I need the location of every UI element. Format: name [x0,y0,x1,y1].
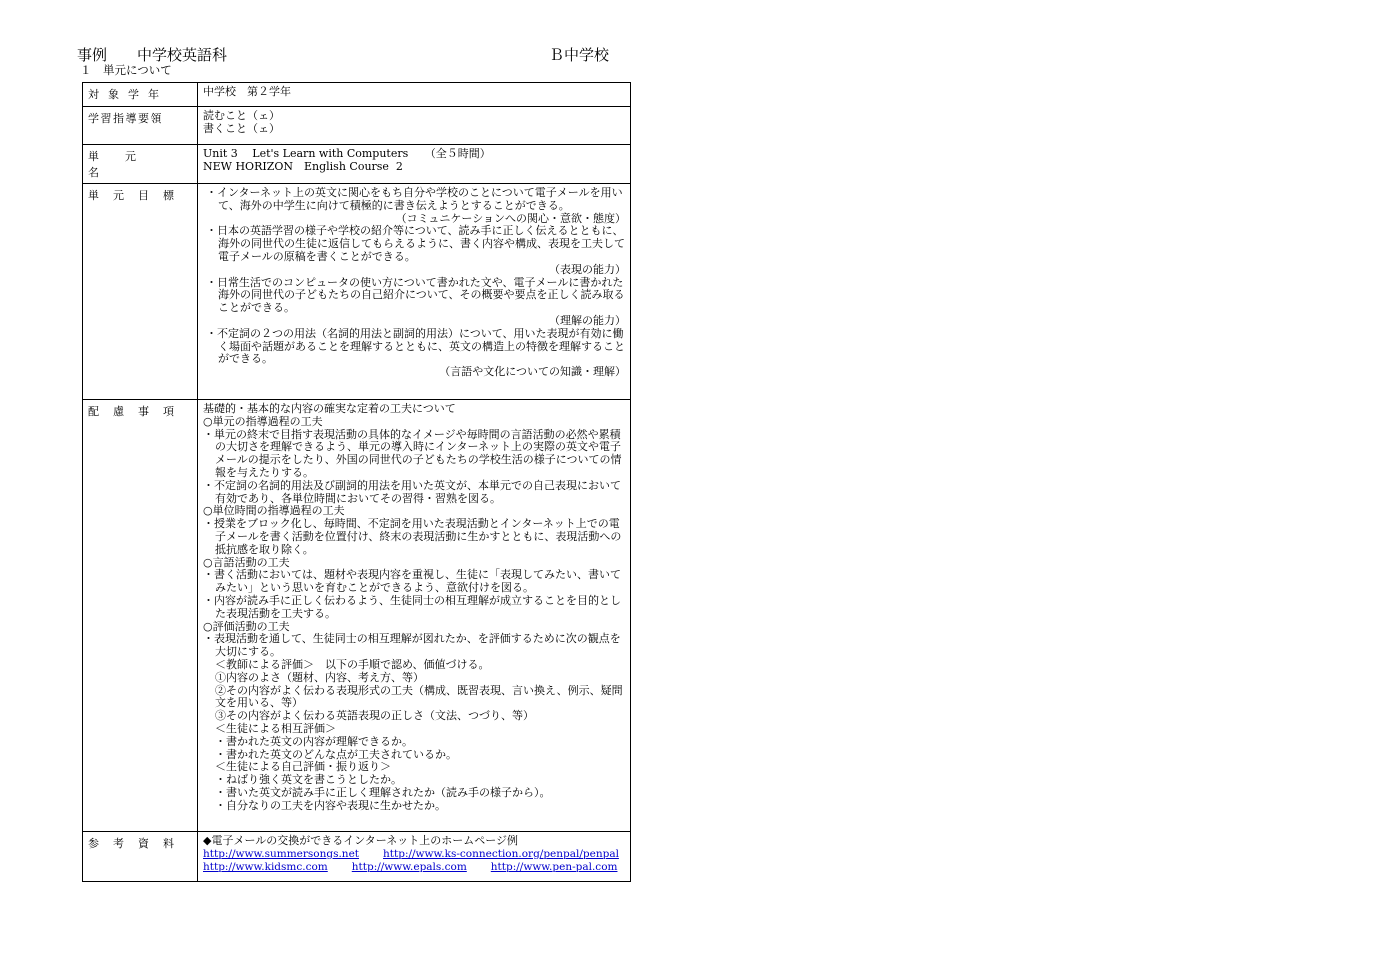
label-considerations: 配慮事項 [83,400,198,832]
consideration-line: ・不定詞の名詞的用法及び副詞的用法を用いた英文が、本単元での自己表現において有効であり、各単位時間においてその習得・習熟を図る。 [203,478,621,505]
goal-item: ・日本の英語学習の様子や学校の紹介等について、読み手に正しく伝えるとともに、海外の同世代の生徒に返信してもらえるように、書く内容や構成、表現を工夫して電子メールの原稿を書くことができる。 [206,224,625,263]
link-ks-connection[interactable]: http://www.ks-connection.org/penpal/penpal [383,847,619,860]
label-goals: 単元目標 [83,184,198,400]
consideration-line: ＜生徒による自己評価・振り返り＞ [215,760,391,774]
consideration-line: ・書く活動においては、題材や表現内容を重視し、生徒に「表現してみたい、書いてみたい」という思いを育むことができるよう、意欲付けを図る。 [203,568,621,595]
consideration-line: ○単元の指導過程の工夫 [203,414,323,428]
links-row [203,848,625,861]
table-row-unit [83,145,631,184]
consideration-line: ②その内容がよく伝わる表現形式の工夫（構成、既習表現、言い換え、例示、疑問文を用いる、等） [215,683,623,710]
links-row [203,861,625,874]
textbook-name: NEW HORIZON English Course 2 [203,159,403,173]
consideration-line: ・単元の終末で目指す表現活動の具体的なイメージや毎時間の言語活動の必然や累積の大切さを理解できるよう、単元の導入時にインターネット上の実際の英文や電子メールの提示をしたり、外国の同世代の子どもたちの学校生活の様子についての情報を与えたりする。 [203,427,622,479]
table-row-goals [83,184,631,400]
link-summersongs[interactable]: http://www.summersongs.net [203,847,360,860]
consideration-line: ①内容のよさ（題材、内容、考え方、等） [215,670,424,684]
references-heading: ◆電子メールの交換ができるインターネット上のホームページ例 [203,834,519,847]
value-unit [198,145,631,184]
consideration-line: ＜教師による評価＞ 以下の手順で認め、価値づける。 [215,657,490,671]
consideration-line: ・授業をブロック化し、毎時間、不定詞を用いた表現活動とインターネット上での電子メールを書く活動を位置付け、終末の表現活動に生かすとともに、表現活動への抵抗感を取り除く。 [203,517,622,556]
page-title: 事例 中学校英語科 [77,46,228,64]
guidance-line: 読むこと（ェ） [203,109,280,122]
goal-tag: （コミュニケーションへの関心・意欲・態度） [395,211,626,225]
consideration-line: ・書かれた英文のどんな点が工夫されているか。 [215,747,457,761]
unit-plan-table [82,82,631,882]
guidance-line: 書くこと（ェ） [203,121,280,135]
label-grade: 対象学年 [83,83,198,107]
link-kidsmc[interactable]: http://www.kidsmc.com [203,860,328,873]
consideration-line: ＜生徒による相互評価＞ [215,721,336,735]
link-epals[interactable]: http://www.epals.com [351,860,467,873]
table-row-considerations [83,400,631,832]
school-name: Ｂ中学校 [549,46,610,64]
goal-tag: （理解の能力） [549,313,626,327]
consideration-line: ・書かれた英文の内容が理解できるか。 [215,734,413,748]
consideration-line: ○言語活動の工夫 [203,555,290,569]
consideration-line: ○単位時間の指導過程の工夫 [203,504,345,518]
consideration-line: ③その内容がよく伝わる英語表現の正しさ（文法、つづり、等） [215,709,534,723]
consideration-line: ・内容が読み手に正しく伝わるよう、生徒同士の相互理解が成立することを目的とした表現活動を工夫する。 [203,593,621,620]
link-pen-pal[interactable]: http://www.pen-pal.com [490,860,618,873]
label-references: 参考資料 [83,832,198,882]
section-heading: １ 単元について [80,63,172,77]
consideration-line: 基礎的・基本的な内容の確実な定着の工夫について [203,402,456,415]
value-goals [198,184,631,400]
label-unit: 単元名 [83,145,198,184]
table-row-references [83,832,631,882]
table-row-guidance [83,107,631,145]
unit-title: Unit 3 Let's Learn with Computers （全５時間） [203,147,491,160]
table-row-grade [83,83,631,107]
consideration-line: ○評価活動の工夫 [203,619,290,633]
consideration-line: ・ねばり強く英文を書こうとしたか。 [215,773,402,787]
goal-tag: （表現の能力） [549,262,626,276]
value-guidance [198,107,631,145]
goal-tag: （言語や文化についての知識・理解） [439,365,626,379]
consideration-line: ・書いた英文が読み手に正しく理解されたか（読み手の様子から）。 [215,785,551,799]
value-considerations [198,400,631,832]
goal-item: ・インターネット上の英文に関心をもち自分や学校のことについて電子メールを用いて、海外の中学生に向けて積極的に書き伝えようとすることができる。 [206,186,623,212]
consideration-line: ・表現活動を通して、生徒同士の相互理解が図れたか、を評価するために次の観点を大切にする。 [203,632,621,659]
label-guidance: 学習指導要領 [83,107,198,145]
value-references [198,832,631,882]
goal-item: ・不定詞の２つの用法（名詞的用法と副詞的用法）について、用いた表現が有効に働く場面や話題があることを理解するとともに、英文の構造上の特徴を理解することができる。 [206,326,625,366]
goal-item: ・日常生活でのコンピュータの使い方について書かれた文や、電子メールに書かれた海外の同世代の子どもたちの自己紹介について、その概要や要点を正しく読み取ることができる。 [206,275,625,315]
consideration-line: ・自分なりの工夫を内容や表現に生かせたか。 [215,798,446,812]
value-grade: 中学校 第２学年 [198,83,631,107]
